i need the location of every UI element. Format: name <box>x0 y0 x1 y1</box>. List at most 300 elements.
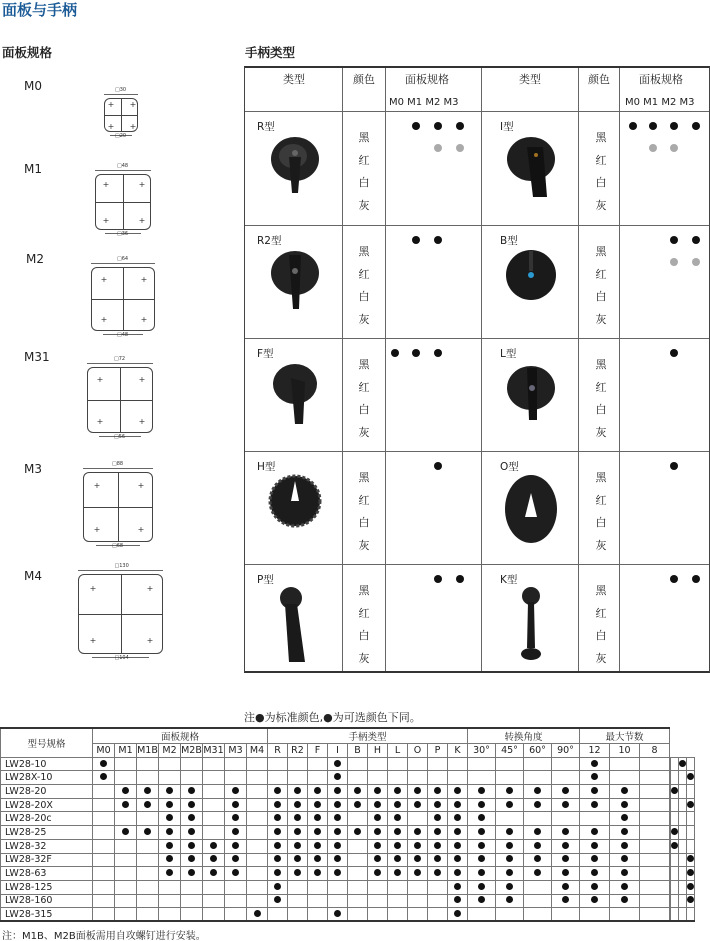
mark-dot <box>562 787 569 794</box>
standard-color-dot <box>670 462 678 470</box>
spec-cell <box>388 812 408 826</box>
mark-dot <box>232 869 239 876</box>
spec-cell <box>580 771 610 785</box>
spec-cell <box>640 785 670 799</box>
panel-label-m2: M2 <box>26 252 44 266</box>
spec-cell <box>610 867 640 881</box>
color-list <box>591 467 611 557</box>
spec-cell <box>137 867 159 881</box>
grid-line <box>245 111 709 112</box>
spec-cell <box>247 839 268 853</box>
mark-dot <box>506 855 513 862</box>
spec-cell <box>348 757 368 771</box>
table-row <box>1 853 695 867</box>
spec-cell <box>225 853 247 867</box>
mount-hole-icon: + <box>107 100 115 109</box>
spec-cell <box>181 894 203 908</box>
spec-table <box>0 727 695 922</box>
spec-cell <box>203 880 225 894</box>
handle-image-7 <box>267 471 323 535</box>
spec-cell <box>328 894 348 908</box>
spec-cell <box>687 771 695 785</box>
spec-cell <box>268 826 288 840</box>
spec-cell <box>640 798 670 812</box>
spec-cell <box>308 812 328 826</box>
spec-cell <box>388 894 408 908</box>
spec-cell <box>640 757 670 771</box>
standard-color-dot <box>649 122 657 130</box>
header-panel-right: 面板规格 <box>639 73 683 86</box>
mark-dot <box>210 842 217 849</box>
spec-cell <box>348 771 368 785</box>
spec-cell <box>328 839 348 853</box>
mark-dot <box>454 883 461 890</box>
spec-cell <box>687 826 695 840</box>
spec-cell <box>679 894 687 908</box>
spec-cell <box>137 771 159 785</box>
subheader: B <box>348 744 368 758</box>
spec-cell <box>671 853 679 867</box>
mark-dot <box>687 801 694 808</box>
mount-hole-icon: + <box>100 315 108 324</box>
standard-color-dot <box>434 575 442 583</box>
spec-cell <box>225 771 247 785</box>
spec-cell <box>408 826 428 840</box>
mount-hole-icon: + <box>93 481 101 490</box>
spec-cell <box>448 798 468 812</box>
spec-cell <box>203 771 225 785</box>
spec-cell <box>115 826 137 840</box>
spec-cell <box>388 839 408 853</box>
mark-dot <box>166 842 173 849</box>
spec-cell <box>328 826 348 840</box>
spec-cell <box>496 785 524 799</box>
header-handle: 手柄类型 <box>268 728 468 744</box>
standard-color-dot <box>670 575 678 583</box>
mount-hole-icon: + <box>138 180 146 189</box>
spec-cell <box>580 839 610 853</box>
standard-color-dot <box>412 349 420 357</box>
subheader: I <box>328 744 348 758</box>
spec-cell <box>428 908 448 922</box>
grid-line <box>245 338 709 339</box>
spec-cell <box>388 798 408 812</box>
mark-dot <box>478 896 485 903</box>
mark-dot <box>354 787 361 794</box>
mark-dot <box>294 842 301 849</box>
mark-dot <box>621 814 628 821</box>
color-label: 红 <box>358 606 370 620</box>
spec-cell <box>225 867 247 881</box>
spec-cell <box>93 908 115 922</box>
spec-cell <box>428 894 448 908</box>
model-name: LW28-32F <box>1 853 93 867</box>
spec-cell <box>671 771 679 785</box>
standard-color-dot <box>456 575 464 583</box>
spec-cell <box>268 798 288 812</box>
mark-dot <box>478 787 485 794</box>
panel-bottom-dimension: □36 <box>117 231 129 237</box>
spec-cell <box>687 867 695 881</box>
spec-cell <box>368 798 388 812</box>
spec-cell <box>679 798 687 812</box>
mount-hole-icon: + <box>138 216 146 225</box>
mark-dot <box>374 787 381 794</box>
standard-color-dot <box>629 122 637 130</box>
mark-dot <box>188 828 195 835</box>
mark-dot <box>687 883 694 890</box>
spec-cell <box>268 880 288 894</box>
mark-dot <box>506 801 513 808</box>
spec-cell <box>288 839 308 853</box>
spec-cell <box>679 839 687 853</box>
model-name: LW28-20 <box>1 785 93 799</box>
spec-cell <box>247 908 268 922</box>
spec-cell <box>181 867 203 881</box>
mark-dot <box>454 787 461 794</box>
model-name: LW28-315 <box>1 908 93 922</box>
spec-cell <box>308 894 328 908</box>
panel-label-m0: M0 <box>24 79 42 93</box>
color-label: 灰 <box>358 651 370 665</box>
spec-cell <box>288 812 308 826</box>
mark-dot <box>274 855 281 862</box>
mark-dot <box>621 855 628 862</box>
spec-cell <box>225 757 247 771</box>
spec-cell <box>181 853 203 867</box>
subheader: 10 <box>610 744 640 758</box>
table-row <box>1 908 695 922</box>
spec-cell <box>268 839 288 853</box>
mark-dot <box>188 801 195 808</box>
color-label: 灰 <box>358 312 370 326</box>
mark-dot <box>454 869 461 876</box>
subheader: 45° <box>496 744 524 758</box>
panel-top-dimension: □48 <box>117 163 129 169</box>
mark-dot <box>274 842 281 849</box>
mark-dot <box>374 869 381 876</box>
standard-color-dot <box>456 122 464 130</box>
mark-dot <box>591 760 598 767</box>
spec-cell <box>428 826 448 840</box>
spec-cell <box>368 785 388 799</box>
spec-cell <box>247 880 268 894</box>
spec-cell <box>610 826 640 840</box>
mount-hole-icon: + <box>89 636 97 645</box>
panel-label-m1: M1 <box>24 162 42 176</box>
spec-cell <box>524 867 552 881</box>
mount-hole-icon: + <box>102 180 110 189</box>
spec-cell <box>247 771 268 785</box>
spec-cell <box>428 839 448 853</box>
spec-cell <box>428 785 448 799</box>
spec-cell <box>93 757 115 771</box>
color-label: 白 <box>595 629 607 642</box>
mount-hole-icon: + <box>129 100 137 109</box>
spec-cell <box>247 826 268 840</box>
spec-cell <box>368 839 388 853</box>
spec-cell <box>580 798 610 812</box>
mark-dot <box>534 869 541 876</box>
mark-dot <box>562 883 569 890</box>
mark-dot <box>166 814 173 821</box>
spec-cell <box>428 867 448 881</box>
mark-dot <box>166 801 173 808</box>
spec-cell <box>640 894 670 908</box>
mark-dot <box>506 787 513 794</box>
spec-cell <box>288 853 308 867</box>
spec-cell <box>496 853 524 867</box>
spec-cell <box>448 908 468 922</box>
spec-cell <box>203 853 225 867</box>
mark-dot <box>314 855 321 862</box>
spec-cell <box>640 867 670 881</box>
spec-cell <box>288 771 308 785</box>
mark-dot <box>100 773 107 780</box>
spec-cell <box>181 785 203 799</box>
model-name: LW28-20c <box>1 812 93 826</box>
spec-cell <box>368 867 388 881</box>
spec-cell <box>671 839 679 853</box>
spec-cell <box>115 880 137 894</box>
grid-line <box>245 451 709 452</box>
subheader: M2 <box>159 744 181 758</box>
spec-cell <box>580 880 610 894</box>
color-label: 红 <box>595 153 607 167</box>
spec-cell <box>93 880 115 894</box>
mark-dot <box>621 869 628 876</box>
mount-hole-icon: + <box>138 375 146 384</box>
mark-dot <box>478 869 485 876</box>
spec-cell <box>368 880 388 894</box>
panel-top-dimension: □72 <box>114 356 126 362</box>
standard-color-dot <box>692 575 700 583</box>
spec-cell <box>640 839 670 853</box>
mark-dot <box>671 828 678 835</box>
model-name: LW28-20X <box>1 798 93 812</box>
spec-cell <box>496 839 524 853</box>
spec-cell <box>137 757 159 771</box>
spec-cell <box>552 894 580 908</box>
mount-hole-icon: + <box>93 525 101 534</box>
spec-cell <box>640 853 670 867</box>
color-label: 白 <box>595 176 607 189</box>
optional-color-dot <box>670 144 678 152</box>
panel-drawing-m0 <box>104 98 138 132</box>
mark-dot <box>122 801 129 808</box>
spec-cell <box>348 880 368 894</box>
handle-type-name: P型 <box>257 574 274 586</box>
spec-cell <box>93 798 115 812</box>
mark-dot <box>562 801 569 808</box>
spec-cell <box>203 867 225 881</box>
model-name: LW28-32 <box>1 839 93 853</box>
spec-cell <box>348 812 368 826</box>
mark-dot <box>314 828 321 835</box>
panel-label-m4: M4 <box>24 569 42 583</box>
mark-dot <box>414 801 421 808</box>
color-label: 红 <box>595 493 607 507</box>
subheader: 60° <box>524 744 552 758</box>
spec-cell <box>137 894 159 908</box>
mount-hole-icon: + <box>89 584 97 593</box>
spec-cell <box>159 867 181 881</box>
spec-cell <box>408 798 428 812</box>
mark-dot <box>562 855 569 862</box>
subheader: O <box>408 744 428 758</box>
spec-cell <box>408 908 428 922</box>
handle-section-heading: 手柄类型 <box>245 45 296 60</box>
header-angle: 转换角度 <box>468 728 580 744</box>
spec-cell <box>671 826 679 840</box>
spec-cell <box>368 812 388 826</box>
spec-cell <box>203 826 225 840</box>
mark-dot <box>334 855 341 862</box>
spec-cell <box>268 785 288 799</box>
header-panel-sub-left: M0 M1 M2 M3 <box>389 97 459 108</box>
mark-dot <box>454 896 461 903</box>
panel-label-m31: M31 <box>24 350 50 364</box>
spec-cell <box>448 757 468 771</box>
color-list <box>354 580 374 670</box>
spec-cell <box>671 908 679 922</box>
mount-hole-icon: + <box>137 525 145 534</box>
spec-cell <box>428 757 448 771</box>
mark-dot <box>334 828 341 835</box>
spec-cell <box>496 867 524 881</box>
table-row <box>1 880 695 894</box>
spec-cell <box>328 785 348 799</box>
panel-drawing-m3 <box>83 472 153 542</box>
spec-cell <box>203 757 225 771</box>
color-label: 灰 <box>595 425 607 439</box>
spec-cell <box>308 771 328 785</box>
panel-bottom-dimension: □68 <box>112 543 124 549</box>
mark-dot <box>166 869 173 876</box>
table-row <box>1 812 695 826</box>
spec-cell <box>448 771 468 785</box>
handle-image-10 <box>503 584 559 668</box>
spec-cell <box>496 894 524 908</box>
standard-color-dot <box>412 236 420 244</box>
spec-cell <box>288 785 308 799</box>
mark-dot <box>232 828 239 835</box>
spec-cell <box>552 798 580 812</box>
spec-cell <box>288 867 308 881</box>
subheader: M0 <box>93 744 115 758</box>
spec-cell <box>580 826 610 840</box>
color-label: 灰 <box>595 651 607 665</box>
spec-cell <box>225 785 247 799</box>
spec-cell <box>388 757 408 771</box>
spec-cell <box>308 798 328 812</box>
spec-cell <box>524 757 552 771</box>
spec-cell <box>268 908 288 922</box>
spec-cell <box>368 826 388 840</box>
spec-cell <box>137 853 159 867</box>
spec-cell <box>552 826 580 840</box>
spec-cell <box>247 867 268 881</box>
dimension-line <box>95 170 151 171</box>
mark-dot <box>374 814 381 821</box>
mark-dot <box>591 896 598 903</box>
spec-cell <box>308 757 328 771</box>
color-label: 红 <box>358 380 370 394</box>
spec-cell <box>408 757 428 771</box>
spec-cell <box>610 798 640 812</box>
spec-cell <box>368 894 388 908</box>
mark-dot <box>294 869 301 876</box>
mark-dot <box>434 801 441 808</box>
spec-cell <box>115 771 137 785</box>
panel-drawing-m4 <box>78 574 163 654</box>
spec-cell <box>671 880 679 894</box>
mark-dot <box>294 814 301 821</box>
spec-cell <box>181 826 203 840</box>
handle-type-name: L型 <box>500 348 517 360</box>
spec-cell <box>408 880 428 894</box>
spec-cell <box>268 812 288 826</box>
color-label: 黑 <box>358 131 370 144</box>
spec-cell <box>268 867 288 881</box>
mark-dot <box>144 828 151 835</box>
spec-cell <box>137 839 159 853</box>
spec-cell <box>552 853 580 867</box>
spec-cell <box>610 757 640 771</box>
spec-cell <box>448 839 468 853</box>
handle-type-table <box>244 66 710 673</box>
spec-cell <box>181 798 203 812</box>
spec-cell <box>181 880 203 894</box>
panel-top-dimension: □64 <box>117 256 129 262</box>
mark-dot <box>100 760 107 767</box>
mark-dot <box>434 855 441 862</box>
spec-cell <box>115 839 137 853</box>
spec-cell <box>137 826 159 840</box>
mark-dot <box>334 814 341 821</box>
spec-cell <box>468 853 496 867</box>
handle-type-name: F型 <box>257 348 274 360</box>
mark-dot <box>274 828 281 835</box>
spec-cell <box>687 853 695 867</box>
spec-cell <box>524 908 552 922</box>
mark-dot <box>671 787 678 794</box>
mark-dot <box>687 896 694 903</box>
mount-hole-icon: + <box>138 417 146 426</box>
color-label: 白 <box>358 516 370 529</box>
mark-dot <box>621 842 628 849</box>
mark-dot <box>334 910 341 917</box>
handle-image-3 <box>267 245 323 321</box>
mark-dot <box>414 828 421 835</box>
mark-dot <box>232 801 239 808</box>
spec-cell <box>308 785 328 799</box>
color-label: 黑 <box>595 245 607 258</box>
spec-cell <box>468 757 496 771</box>
spec-cell <box>328 757 348 771</box>
mark-dot <box>274 814 281 821</box>
spec-cell <box>524 798 552 812</box>
subheader: R <box>268 744 288 758</box>
spec-cell <box>93 853 115 867</box>
spec-cell <box>468 839 496 853</box>
mount-hole-icon: + <box>129 122 137 131</box>
color-label: 白 <box>595 290 607 303</box>
spec-cell <box>203 839 225 853</box>
spec-cell <box>468 894 496 908</box>
grid-line <box>578 68 579 671</box>
panel-drawing-m1 <box>95 174 151 230</box>
